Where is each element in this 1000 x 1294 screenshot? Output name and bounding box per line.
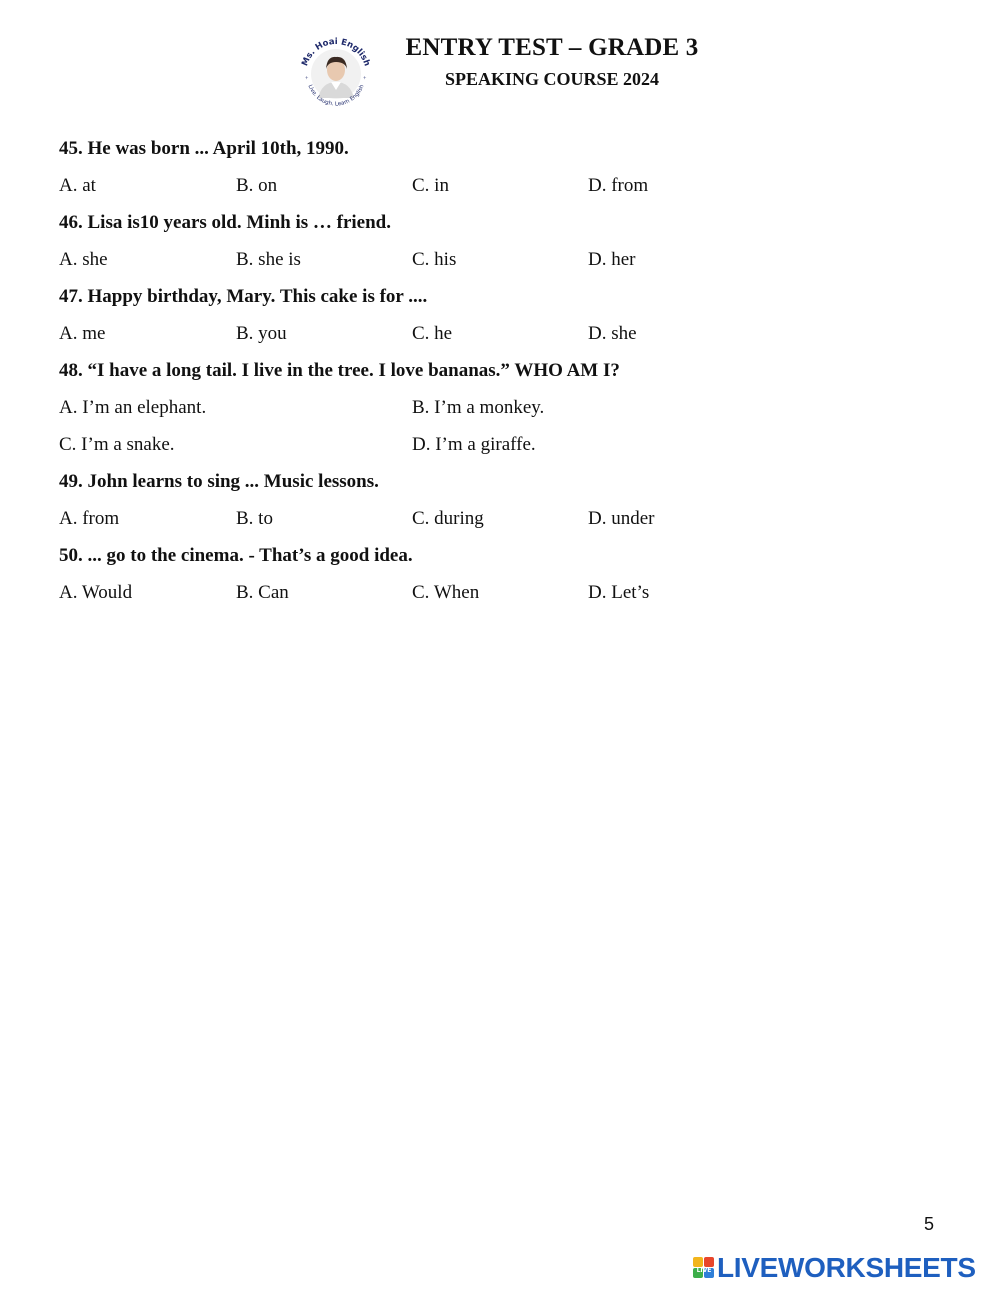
option-c[interactable]: C. in xyxy=(412,175,449,196)
option-row xyxy=(59,430,959,467)
option-d[interactable]: D. her xyxy=(588,249,636,270)
question-text: 46. Lisa is10 years old. Minh is … friend. xyxy=(59,212,391,233)
option-c[interactable]: C. his xyxy=(412,249,457,270)
option-row xyxy=(59,504,959,541)
option-c[interactable]: C. When xyxy=(412,582,480,603)
question-text: 45. He was born ... April 10th, 1990. xyxy=(59,138,349,159)
option-row xyxy=(59,245,959,282)
page-number: 5 xyxy=(924,1214,935,1234)
question-49 xyxy=(59,467,959,541)
option-b[interactable]: B. Can xyxy=(236,582,289,603)
option-a[interactable]: A. me xyxy=(59,323,106,344)
page-title: ENTRY TEST – GRADE 3 xyxy=(405,34,699,61)
option-b[interactable]: B. I’m a monkey. xyxy=(412,397,545,418)
option-a[interactable]: A. at xyxy=(59,175,96,196)
option-d[interactable]: D. I’m a giraffe. xyxy=(412,434,536,455)
option-c[interactable]: C. during xyxy=(412,508,484,529)
question-50 xyxy=(59,541,959,615)
question-text: 48. “I have a long tail. I live in the tree. I love bananas.” WHO AM I? xyxy=(59,360,620,381)
option-a[interactable]: A. from xyxy=(59,508,120,529)
option-a[interactable]: A. she xyxy=(59,249,108,270)
logo-text-top: Ms. Hoai English xyxy=(300,36,372,68)
page-subtitle: SPEAKING COURSE 2024 xyxy=(444,69,660,89)
option-row xyxy=(59,319,959,356)
option-row xyxy=(59,578,959,615)
option-d[interactable]: D. Let’s xyxy=(588,582,650,603)
question-48 xyxy=(59,356,959,467)
option-b[interactable]: B. to xyxy=(236,508,273,529)
svg-text:+: + xyxy=(363,76,367,82)
option-d[interactable]: D. she xyxy=(588,323,637,344)
svg-text:+: + xyxy=(305,76,309,82)
badge-text: LIVE xyxy=(696,1267,712,1274)
option-a[interactable]: A. Would xyxy=(59,582,133,603)
option-d[interactable]: D. from xyxy=(588,175,649,196)
question-45 xyxy=(59,134,959,208)
option-c[interactable]: C. I’m a snake. xyxy=(59,434,175,455)
page-header xyxy=(0,0,1000,120)
question-text: 47. Happy birthday, Mary. This cake is for .... xyxy=(59,286,428,307)
option-b[interactable]: B. on xyxy=(236,175,278,196)
ms-hoai-english-logo xyxy=(296,32,376,114)
question-47 xyxy=(59,282,959,356)
question-list xyxy=(59,134,959,615)
option-a[interactable]: A. I’m an elephant. xyxy=(59,397,207,418)
option-c[interactable]: C. he xyxy=(412,323,453,344)
brand-name: LIVEWORKSHEETS xyxy=(717,1252,976,1283)
question-46 xyxy=(59,208,959,282)
logo-text-bottom: Live. Laugh. Learn English xyxy=(306,84,366,108)
option-b[interactable]: B. she is xyxy=(236,249,301,270)
option-b[interactable]: B. you xyxy=(236,323,287,344)
question-text: 49. John learns to sing ... Music lessons. xyxy=(59,471,379,492)
question-text: 50. ... go to the cinema. - That’s a good idea. xyxy=(59,545,413,566)
option-d[interactable]: D. under xyxy=(588,508,655,529)
option-row xyxy=(59,393,959,430)
liveworksheets-badge-icon xyxy=(693,1257,715,1279)
option-row xyxy=(59,171,959,208)
